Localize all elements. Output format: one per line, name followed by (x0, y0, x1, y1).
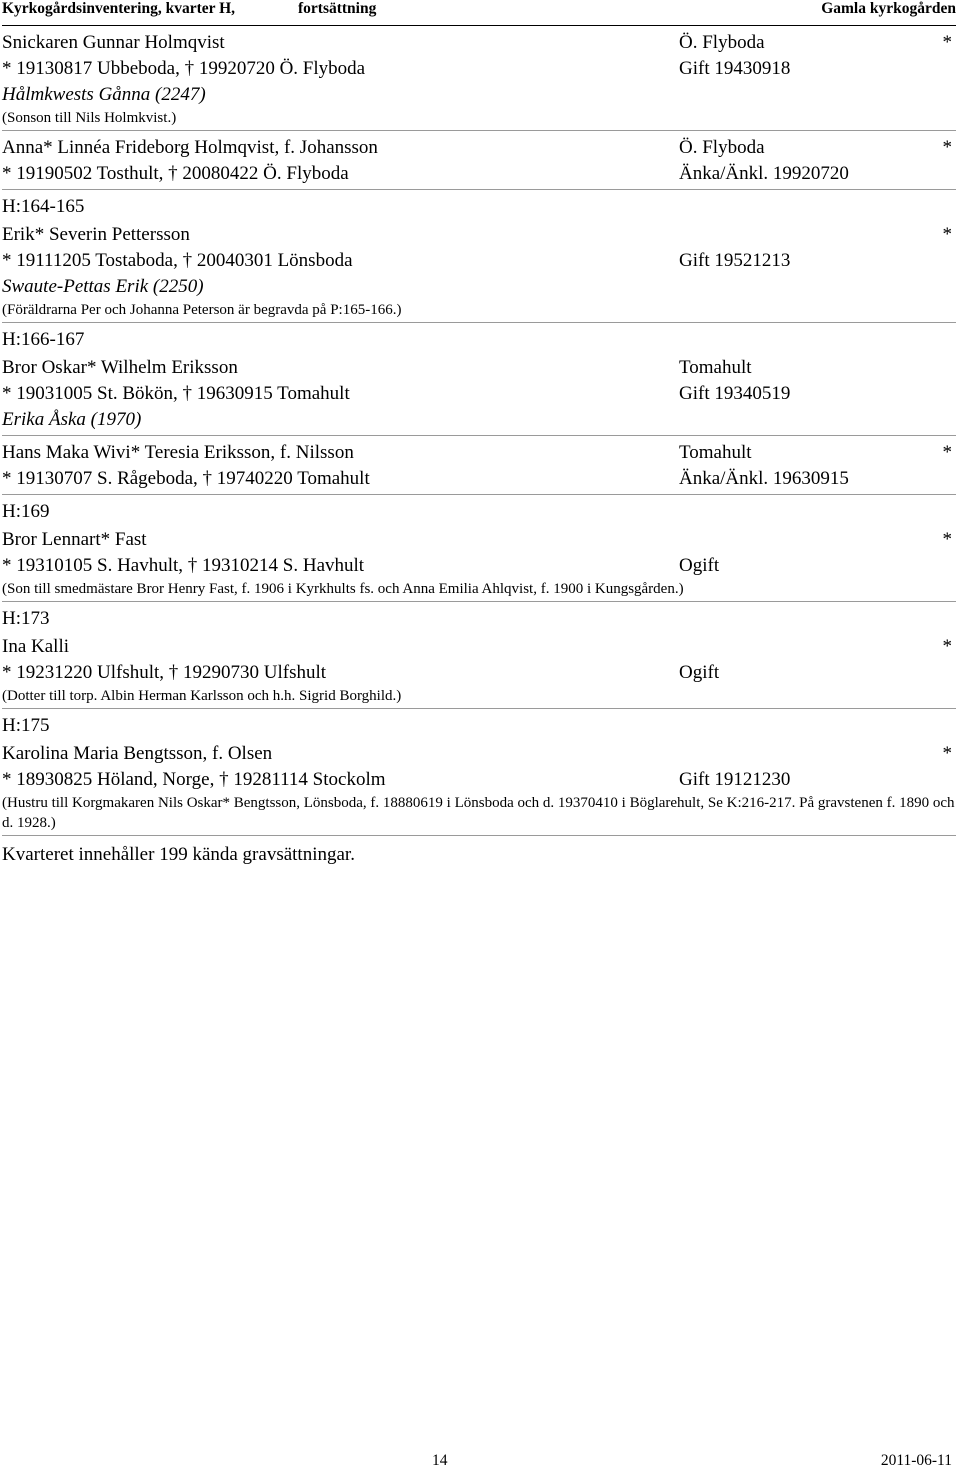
section-heading: H:169 (2, 501, 50, 522)
entry-text: * 19130817 Ubbeboda, † 19920720 Ö. Flyboda (2, 58, 366, 79)
entry-line (2, 553, 956, 579)
entry-line (2, 161, 956, 187)
entry-status: Tomahult (679, 357, 752, 378)
entry-line (2, 634, 956, 660)
page-number: 14 (432, 1452, 448, 1469)
entry-status: Ogift (679, 662, 720, 683)
nickname-line (2, 274, 956, 300)
entry-line (2, 527, 956, 553)
entry-status: Ogift (679, 555, 720, 576)
entry-status: Gift 19521213 (679, 250, 791, 271)
entry-text: Karolina Maria Bengtsson, f. Olsen (2, 743, 273, 764)
burial-entry (2, 440, 956, 495)
entry-line (2, 248, 956, 274)
entry-text: * 19111205 Tostaboda, † 20040301 Lönsboda (2, 250, 353, 271)
entry-text: * 19130707 S. Rågeboda, † 19740220 Tomahult (2, 468, 370, 489)
star-marker: * (942, 743, 952, 764)
entry-text: * 19231220 Ulfshult, † 19290730 Ulfshult (2, 662, 327, 683)
entry-text: Erika Åska (1970) (2, 409, 142, 430)
burial-entry (2, 222, 956, 323)
entry-note: (Son till smedmästare Bror Henry Fast, f. 1906 i Kyrkhults fs. och Anna Emilia Ahlqvist, f. 1900 i Kungsgården.) (2, 581, 684, 597)
entry-line (2, 355, 956, 381)
entry-status: Gift 19430918 (679, 58, 791, 79)
entry-line (2, 767, 956, 793)
entry-line (2, 466, 956, 492)
entry-status: Änka/Änkl. 19920720 (679, 163, 849, 184)
star-marker: * (942, 32, 952, 53)
entry-text: * 19031005 St. Bökön, † 19630915 Tomahult (2, 383, 350, 404)
entry-status: Gift 19121230 (679, 769, 791, 790)
entry-note: (Sonson till Nils Holmkvist.) (2, 110, 177, 126)
burial-entry (2, 30, 956, 131)
entry-line (2, 440, 956, 466)
star-marker: * (942, 636, 952, 657)
star-marker: * (942, 137, 952, 158)
burial-entry (2, 634, 956, 709)
entry-text: * 18930825 Höland, Norge, † 19281114 Stockolm (2, 769, 386, 790)
star-marker: * (942, 224, 952, 245)
entry-text: Hans Maka Wivi* Teresia Eriksson, f. Nilsson (2, 442, 354, 463)
entry-text: * 19310105 S. Havhult, † 19310214 S. Havhult (2, 555, 365, 576)
burial-entry (2, 527, 956, 602)
entry-line (2, 56, 956, 82)
section-heading: H:164-165 (2, 196, 85, 217)
section-heading: H:173 (2, 608, 50, 629)
entry-status: Tomahult (679, 442, 752, 463)
entry-line (2, 222, 956, 248)
entry-line (2, 135, 956, 161)
entry-status: Änka/Änkl. 19630915 (679, 468, 849, 489)
nickname-line (2, 407, 956, 433)
burial-entry (2, 135, 956, 190)
nickname-line (2, 82, 956, 108)
section-heading: H:166-167 (2, 329, 85, 350)
entry-line (2, 660, 956, 686)
entry-text: Snickaren Gunnar Holmqvist (2, 32, 225, 53)
star-marker: * (942, 442, 952, 463)
entry-line (2, 381, 956, 407)
section-heading: H:175 (2, 715, 50, 736)
burial-entry (2, 355, 956, 436)
entry-text: Hålmkwests Gånna (2247) (2, 84, 206, 105)
entry-text: Bror Oskar* Wilhelm Eriksson (2, 357, 238, 378)
star-marker: * (942, 529, 952, 550)
header-title: Kyrkogårdsinventering, kvarter H, (2, 0, 236, 17)
entry-line (2, 741, 956, 767)
burial-entry (2, 741, 956, 836)
page-date: 2011-06-11 (880, 1452, 952, 1469)
entry-text: Ina Kalli (2, 636, 70, 657)
entry-note: (Föräldrarna Per och Johanna Peterson är begravda på P:165-166.) (2, 302, 402, 318)
entry-status: Ö. Flyboda (679, 32, 765, 53)
entry-line (2, 30, 956, 56)
entry-status: Gift 19340519 (679, 383, 791, 404)
entry-status: Ö. Flyboda (679, 137, 765, 158)
register-content (2, 30, 956, 868)
entry-text: * 19190502 Tosthult, † 20080422 Ö. Flyboda (2, 163, 349, 184)
entry-text: Erik* Severin Pettersson (2, 224, 190, 245)
page-header (2, 0, 956, 26)
entry-note: (Hustru till Korgmakaren Nils Oskar* Bengtsson, Lönsboda, f. 18880619 i Lönsboda och d. 19370410 i Böglarehult, Se K:216-217. På gravstenen f. 1890 och d. 1928.) (2, 795, 955, 831)
entry-text: Bror Lennart* Fast (2, 529, 147, 550)
entry-text: Anna* Linnéa Frideborg Holmqvist, f. Johansson (2, 137, 378, 158)
entry-text: Swaute-Pettas Erik (2250) (2, 276, 204, 297)
header-continuation: fortsättning (298, 0, 377, 17)
header-cemetery: Gamla kyrkogården (821, 0, 956, 17)
entry-note: (Dotter till torp. Albin Herman Karlsson och h.h. Sigrid Borghild.) (2, 688, 402, 704)
summary-text: Kvarteret innehåller 199 kända gravsättningar. (2, 844, 355, 865)
